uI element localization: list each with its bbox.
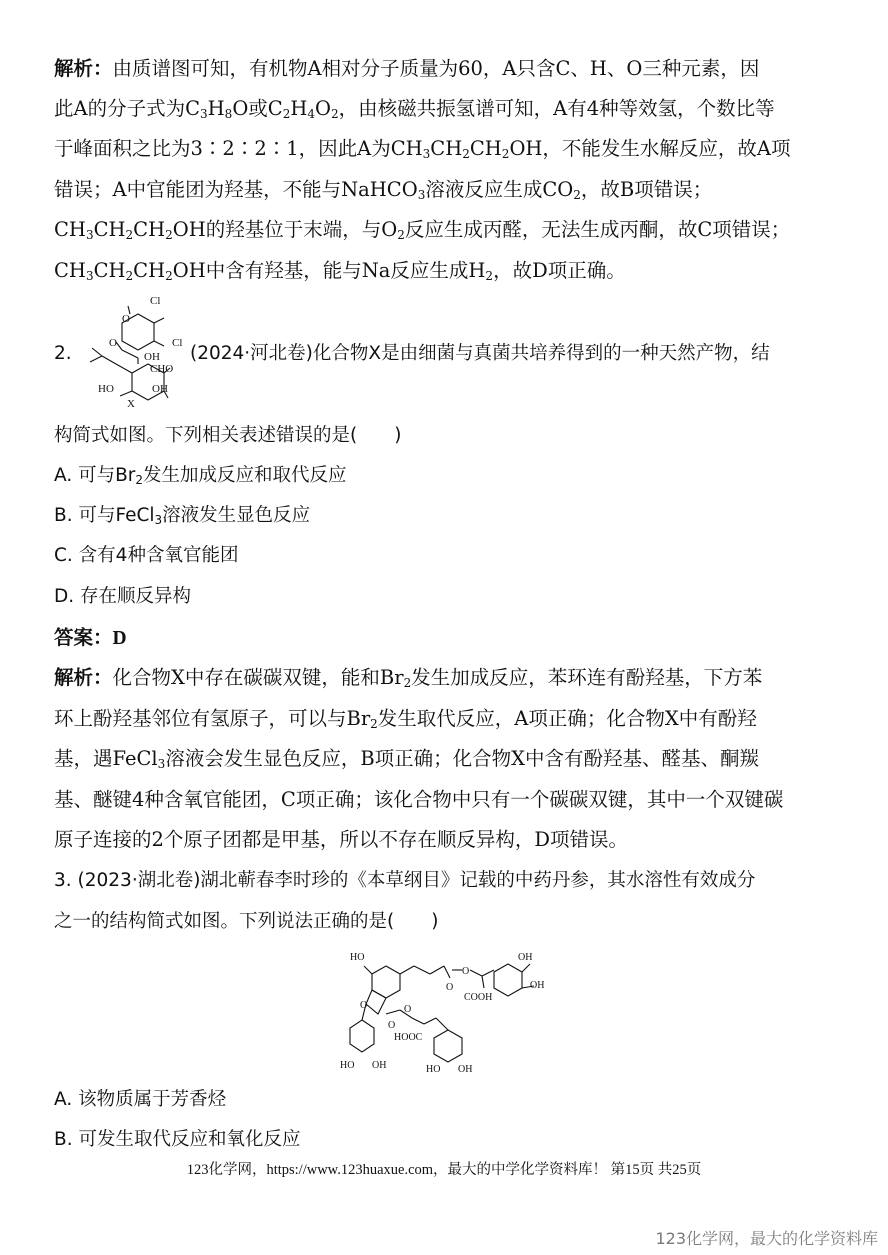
bond — [436, 1018, 448, 1030]
bond — [102, 356, 116, 364]
text: 于峰面积之比为3∶2∶2∶1，因此A为CH — [54, 137, 423, 160]
bond — [522, 964, 530, 972]
q2-analysis-line-5: 原子连接的2个原子团都是甲基，所以不存在顺反异构，D项错误。 — [54, 828, 629, 851]
sub: 2 — [165, 269, 173, 283]
text: 发生加成反应，苯环连有酚羟基，下方苯 — [411, 666, 763, 689]
atom-label: HO — [426, 1064, 441, 1074]
q2-option-a — [54, 463, 848, 489]
atom-label: X — [127, 398, 135, 410]
atom-label: Cl — [172, 337, 183, 349]
atom-label: HO — [350, 952, 365, 963]
atom-label: O — [122, 313, 130, 325]
text: 基，遇FeCl — [54, 747, 158, 770]
text: CH — [93, 218, 126, 241]
text: 溶液反应生成CO — [425, 178, 574, 201]
sub: 2 — [331, 107, 339, 121]
sub: 2 — [282, 107, 291, 121]
sub: 4 — [307, 107, 316, 121]
q1-analysis-line-4 — [54, 177, 848, 203]
bond — [122, 350, 138, 358]
atom-label: COOH — [464, 992, 493, 1003]
q3-structure-diagram — [338, 948, 558, 1074]
q3-stem-line-2: 之一的结构简式如图。下列说法正确的是( ) — [54, 911, 439, 932]
text: 反应生成丙醛，无法生成丙酮，故C项错误； — [404, 218, 791, 241]
bond — [412, 1018, 424, 1024]
sub: 2 — [165, 228, 173, 242]
watermark: 123化学网，最大的化学资料库 — [655, 1229, 878, 1248]
page-footer: 123化学网，https://www.123huaxue.com，最大的中学化学资料库！ 第15页 共25页 — [186, 1162, 702, 1178]
text: OH，不能发生水解反应，故A项 — [509, 137, 791, 160]
sub: 2 — [485, 269, 494, 283]
sub: 2 — [573, 188, 581, 202]
q1-analysis-label: 解析： — [54, 57, 113, 80]
sub: 2 — [397, 228, 405, 242]
atom-label: HO — [340, 1060, 355, 1071]
atom-label: O — [462, 966, 470, 977]
sub: 3 — [154, 513, 163, 527]
q1-analysis-text: 由质谱图可知，有机物A相对分子质量为60，A只含C、H、O三种元素，因 — [112, 57, 760, 80]
bond — [444, 966, 450, 978]
atom-label: OH — [152, 383, 168, 395]
atom-label: O — [446, 982, 454, 993]
bond — [92, 348, 102, 356]
sub: 2 — [462, 147, 470, 161]
q3-option-a: A. 该物质属于芳香烃 — [54, 1089, 227, 1110]
atom-label: CHO — [150, 363, 174, 375]
q2-analysis-line-1 — [54, 665, 848, 691]
text: OH中含有羟基，能与Na反应生成H — [172, 259, 486, 282]
q1-analysis-line-2 — [54, 96, 848, 122]
atom-label: OH — [530, 980, 545, 991]
bond — [400, 966, 414, 974]
q2-number: 2. — [54, 343, 72, 364]
sub: 8 — [224, 107, 233, 121]
text: CH — [54, 218, 86, 241]
q2-analysis-line-4: 基、醚键4种含氧官能团，C项正确；该化合物中只有一个碳碳双键，其中一个双键碳 — [54, 788, 784, 811]
sub: 3 — [85, 269, 94, 283]
bond — [116, 364, 132, 373]
atom-label: OH — [372, 1060, 387, 1071]
text: 溶液发生显色反应 — [162, 505, 311, 526]
bond — [482, 976, 484, 988]
q2-structure-diagram — [72, 290, 192, 412]
sub: 2 — [125, 228, 134, 242]
q2-stem-line-1: (2024·河北卷)化合物X是由细菌与真菌共培养得到的一种天然产物，结 — [190, 343, 770, 364]
sub: 2 — [125, 269, 134, 283]
sub: 3 — [417, 188, 426, 202]
bond — [430, 966, 444, 974]
atom-label: Cl — [150, 295, 161, 307]
text: H — [290, 97, 308, 120]
sub: 2 — [403, 676, 412, 690]
atom-label: O — [388, 1020, 396, 1031]
text: H — [207, 97, 225, 120]
q1-analysis-line-5 — [54, 217, 848, 243]
benzene-ring — [494, 964, 522, 996]
bond — [154, 318, 164, 323]
text: CH — [469, 137, 502, 160]
atom-label: OH — [458, 1064, 473, 1074]
q2-option-c: C. 含有4种含氧官能团 — [54, 545, 239, 566]
text: ，故B项错误； — [580, 178, 713, 201]
sub: 2 — [501, 147, 510, 161]
atom-label: O — [109, 337, 117, 349]
sub: 3 — [422, 147, 431, 161]
q2-answer — [54, 625, 848, 652]
bond — [120, 391, 132, 396]
answer-label: 答案： — [54, 626, 113, 649]
text: 化合物X中存在碳碳双键，能和Br — [112, 666, 404, 689]
text: OH的羟基位于末端，与O — [172, 218, 398, 241]
text: 发生加成反应和取代反应 — [143, 465, 347, 486]
atom-label: HOOC — [394, 1032, 423, 1043]
benzene-ring — [372, 966, 400, 998]
sub: 2 — [370, 717, 378, 731]
q2-option-b — [54, 503, 848, 529]
text: CH — [430, 137, 463, 160]
text: CH — [133, 259, 166, 282]
text: 发生取代反应，A项正确；化合物X中有酚羟 — [377, 707, 757, 730]
text: ，故D项正确。 — [493, 259, 626, 282]
bond — [470, 970, 482, 976]
sub: 3 — [157, 757, 166, 771]
q2-stem-line-2: 构简式如图。下列相关表述错误的是( ) — [54, 425, 402, 446]
bond — [414, 966, 430, 974]
text: 环上酚羟基邻位有氢原子，可以与Br — [54, 707, 371, 730]
text: ，由核磁共振氢谱可知，A有4种等效氢，个数比等 — [338, 97, 775, 120]
analysis-label: 解析： — [54, 666, 113, 689]
bond — [90, 356, 102, 362]
answer-value: D — [112, 628, 127, 649]
q3-stem-line-1: 3. (2023·湖北卷)湖北蕲春李时珍的《本草纲目》记载的中药丹参，其水溶性有效成分 — [54, 870, 756, 891]
q2-analysis-line-2 — [54, 706, 848, 732]
bond — [364, 966, 372, 974]
text: CH — [93, 259, 126, 282]
q2-analysis-line-3 — [54, 746, 848, 772]
sub: 2 — [135, 473, 144, 487]
text: O — [315, 97, 332, 120]
furan-ring — [366, 990, 386, 1014]
atom-label: O — [360, 1000, 368, 1011]
text: 错误；A中官能团为羟基，不能与NaHCO — [54, 178, 418, 201]
q1-analysis-line-6 — [54, 258, 848, 284]
bond — [424, 1018, 436, 1024]
atom-label: OH — [144, 351, 160, 363]
text: B. 可与FeCl — [54, 505, 155, 526]
text: CH — [133, 218, 166, 241]
benzene-ring — [434, 1030, 462, 1062]
text: 此A的分子式为C — [54, 97, 201, 120]
text: O或C — [232, 97, 283, 120]
sub: 3 — [85, 228, 94, 242]
q1-analysis-line-3 — [54, 136, 848, 162]
q2-option-d: D. 存在顺反异构 — [54, 586, 192, 607]
text: 溶液会发生显色反应，B项正确；化合物X中含有酚羟基、醛基、酮羰 — [165, 747, 760, 770]
atom-label: O — [404, 1004, 412, 1015]
bond — [482, 970, 494, 976]
bond — [154, 341, 164, 346]
atom-label: OH — [518, 952, 533, 963]
q1-analysis-line-1 — [54, 56, 848, 82]
bond — [386, 1010, 400, 1014]
benzene-ring — [350, 1020, 374, 1052]
text: A. 可与Br — [54, 465, 136, 486]
sub: 3 — [200, 107, 208, 121]
q3-option-b: B. 可发生取代反应和氧化反应 — [54, 1129, 301, 1150]
text: CH — [54, 259, 86, 282]
atom-label: HO — [98, 383, 114, 395]
